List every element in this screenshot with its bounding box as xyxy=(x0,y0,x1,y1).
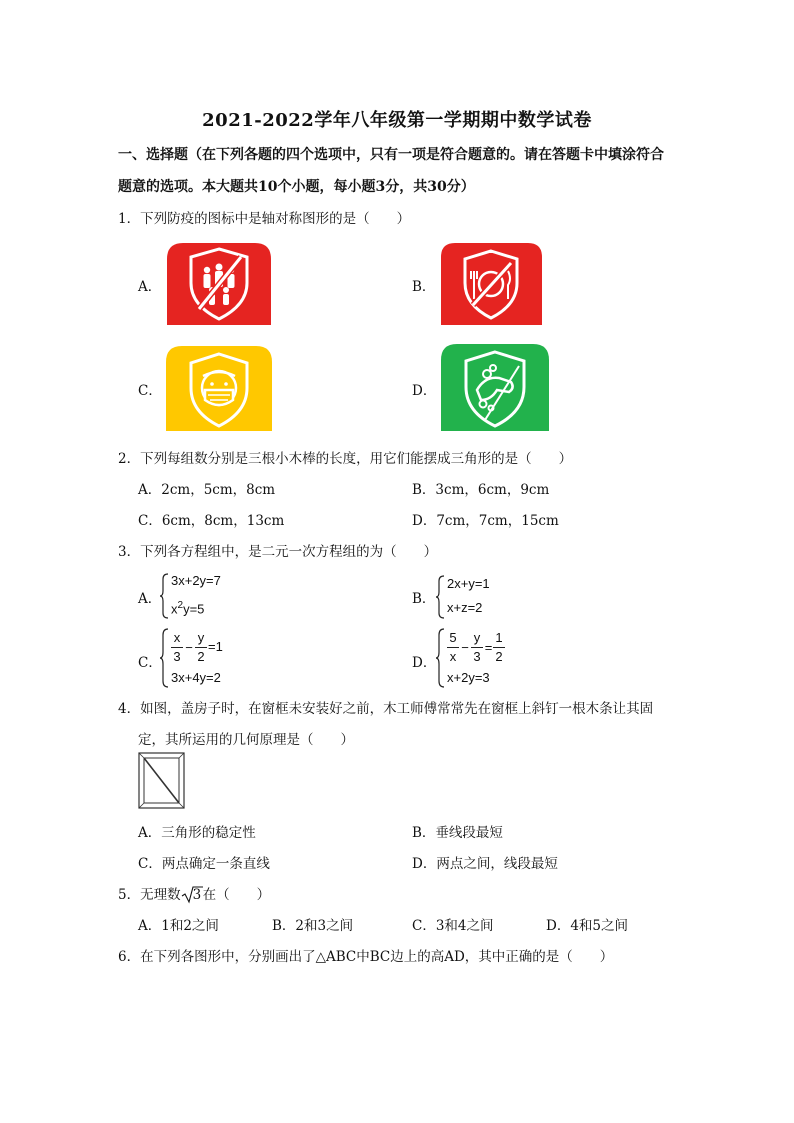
q3-d-frac1-bar xyxy=(447,647,459,648)
q3-b-equation-1: 2x+y=1 xyxy=(447,576,490,591)
q3-d-equation-2: x+2y=3 xyxy=(447,670,490,685)
q3-c-rhs: =1 xyxy=(208,639,223,654)
face-mask-icon xyxy=(166,346,272,431)
q1-option-a-label: A． xyxy=(138,279,162,295)
q3-d-frac1-num: 5 xyxy=(449,630,457,645)
q1-option-c-label: C． xyxy=(138,383,162,399)
q2-option-c: C．6cm，8cm，13cm xyxy=(138,513,285,529)
question-6-stem: 6．在下列各图形中，分别画出了△ABC中BC边上的高AD，其中正确的是（ ） xyxy=(118,949,614,965)
q5-option-b: B．2和3之间 xyxy=(272,918,354,934)
q1-option-b-label: B． xyxy=(412,279,436,295)
q3-c-frac1-num: x xyxy=(173,630,181,645)
page-title: 2021-2022学年八年级第一学期期中数学试卷 xyxy=(202,110,592,131)
question-1-stem: 1．下列防疫的图标中是轴对称图形的是（ ） xyxy=(118,211,411,227)
q3-d-frac3-bar xyxy=(493,647,505,648)
q5-option-a: A．1和2之间 xyxy=(138,918,219,934)
question-4-stem-line2: 定，其所运用的几何原理是（ ） xyxy=(138,732,354,748)
q4-option-d: D．两点之间，线段最短 xyxy=(412,856,558,872)
sqrt-expression xyxy=(181,887,203,903)
section-heading-line1: 一、选择题（在下列各题的四个选项中，只有一项是符合题意的。请在答题卡中填涂符合 xyxy=(118,147,664,163)
q3-option-a-label: A． xyxy=(138,591,162,607)
q2-option-b: B．3cm，6cm，9cm xyxy=(412,482,550,498)
q3-option-c-label: C． xyxy=(138,655,162,671)
q3-d-brace xyxy=(436,628,446,688)
q3-d-equals: = xyxy=(484,640,493,655)
question-2-stem: 2．下列每组数分别是三根小木棒的长度，用它们能摆成三角形的是（ ） xyxy=(118,451,573,467)
question-5-stem xyxy=(118,883,270,903)
q3-b-brace xyxy=(436,575,446,619)
q3-c-frac1-den: 3 xyxy=(173,649,181,664)
q3-a-equation-1: 3x+2y=7 xyxy=(171,573,221,588)
q3-b-equation-2: x+z=2 xyxy=(447,600,483,615)
q3-c-frac2-bar xyxy=(195,647,207,648)
q3-d-frac3-num: 1 xyxy=(495,630,503,645)
q5-stem-prefix: 5．无理数 xyxy=(118,887,181,903)
q5-stem-suffix: 在（ ） xyxy=(202,887,271,903)
window-frame-figure xyxy=(138,752,186,810)
q5-option-c: C．3和4之间 xyxy=(412,918,494,934)
q3-option-d-label: D． xyxy=(412,655,437,671)
q2-option-d: D．7cm，7cm，15cm xyxy=(412,513,559,529)
q5-option-d: D．4和5之间 xyxy=(546,918,629,934)
hand-washing-icon xyxy=(441,344,549,431)
q3-option-b-label: B． xyxy=(412,591,436,607)
q3-d-operator: − xyxy=(461,640,469,655)
question-4-stem-line1: 4．如图，盖房子时，在窗框未安装好之前，木工师傅常常先在窗框上斜钉一根木条让其固 xyxy=(118,701,654,717)
q3-d-frac1-den: x xyxy=(449,649,457,664)
q3-c-brace xyxy=(160,628,170,688)
q3-c-frac2-num: y xyxy=(197,630,205,645)
crowd-prohibited-icon xyxy=(167,243,271,325)
q3-d-frac2-num: y xyxy=(473,630,481,645)
q2-option-a: A．2cm，5cm，8cm xyxy=(138,482,276,498)
section-heading-line2: 题意的选项。本大题共10个小题，每小题3分，共30分） xyxy=(118,179,475,195)
q3-d-frac2-den: 3 xyxy=(473,649,481,664)
q3-a-equation-2: $x^2y=5$ xyxy=(171,600,205,617)
q3-d-frac2-bar xyxy=(471,647,483,648)
q3-d-frac3-den: 2 xyxy=(495,649,503,664)
q3-c-equation-2: 3x+4y=2 xyxy=(171,670,221,685)
no-dining-icon xyxy=(441,243,542,325)
q3-c-frac1-bar xyxy=(171,647,183,648)
q4-option-c: C．两点确定一条直线 xyxy=(138,856,270,872)
q4-option-a: A．三角形的稳定性 xyxy=(138,825,256,841)
q3-a-brace xyxy=(160,573,170,619)
question-3-stem: 3．下列各方程组中，是二元一次方程组的为（ ） xyxy=(118,544,438,560)
q3-c-frac2-den: 2 xyxy=(197,649,205,664)
sqrt-radicand: 3 xyxy=(192,887,202,903)
q1-option-d-label: D． xyxy=(412,383,437,399)
q4-option-b: B．垂线段最短 xyxy=(412,825,503,841)
q3-c-operator: − xyxy=(185,640,193,655)
